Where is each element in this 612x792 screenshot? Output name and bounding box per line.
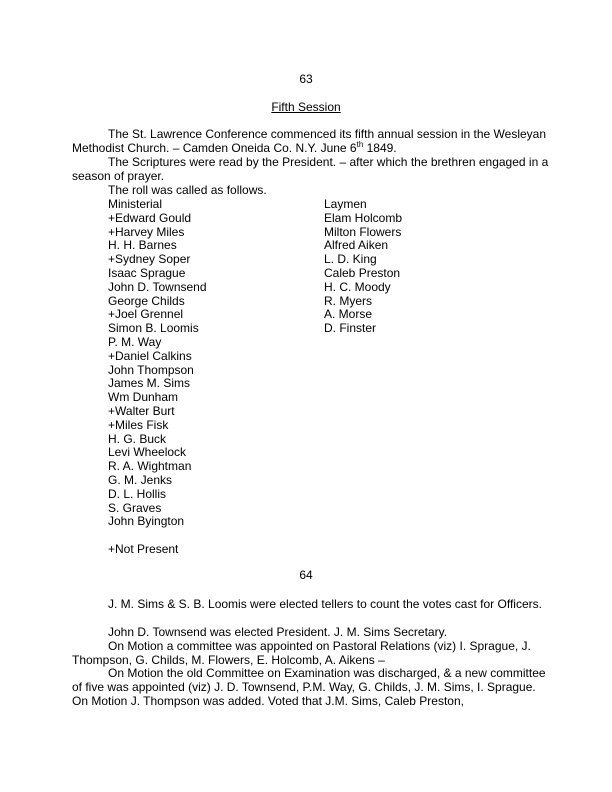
paragraph-conference-opening [72,128,550,156]
laymen-column [324,197,403,336]
page-number-63: 63 [299,72,313,86]
ministerial-column [108,197,207,529]
ministerial-entry: +Joel Grennel [108,307,184,322]
date-superscript: th [356,139,364,149]
ministerial-entry: Simon B. Loomis [108,321,199,336]
opening-text: The St. Lawrence Conference commenced its fifth annual session in the Wesleyan Methodist Church. – Camden Oneida Co. N.Y. June 6 [72,127,547,155]
ministerial-entry: John Thompson [108,362,194,377]
ministerial-entry: George Childs [108,293,185,308]
not-present-note: +Not Present [108,542,179,556]
laymen-entry: Elam Holcomb [324,210,403,225]
ministerial-entry: +Walter Burt [108,403,175,418]
ministerial-entry: H. H. Barnes [108,238,177,253]
paragraph-pastoral-committee: On Motion a committee was appointed on Pastoral Relations (viz) I. Sprague, J. Thompson, G. Childs, M. Flowers, E. Holcomb, A. Aikens – [72,639,531,667]
ministerial-entry: +Harvey Miles [108,224,185,239]
ministerial-entry: James M. Sims [108,376,191,391]
ministerial-entry: John D. Townsend [108,279,207,294]
ministerial-entry: Isaac Sprague [108,265,186,280]
laymen-entry: D. Finster [324,321,377,336]
ministerial-header: Ministerial [108,197,163,211]
ministerial-entry: R. A. Wightman [108,459,192,474]
paragraph-election: John D. Townsend was elected President. J. M. Sims Secretary. [108,625,448,639]
ministerial-entry: G. M. Jenks [108,472,173,487]
ministerial-entry: +Sydney Soper [108,252,191,267]
paragraph-examination-committee: On Motion the old Committee on Examination was discharged, & a new committee of five was appointed (viz) J. D. Townsend, P.M. Way, G. Childs, J. M. Sims, I. Sprague. On Motion J. Thompson was added. Voted that J.M. Sims, Caleb Preston, [72,666,546,708]
laymen-entry: Milton Flowers [324,224,402,239]
ministerial-entry: +Daniel Calkins [108,348,192,363]
laymen-list [324,210,403,336]
laymen-entry: Alfred Aiken [324,238,389,253]
page-number-64: 64 [299,568,313,582]
ministerial-entry: John Byington [108,514,185,529]
laymen-header: Laymen [324,197,367,211]
ministerial-entry: P. M. Way [108,334,162,349]
ministerial-entry: Levi Wheelock [108,445,187,460]
laymen-entry: Caleb Preston [324,265,401,280]
session-heading: Fifth Session [271,100,341,114]
laymen-entry: L. D. King [324,252,377,267]
laymen-entry: A. Morse [324,307,373,322]
ministerial-entry: +Miles Fisk [108,417,169,432]
ministerial-entry: +Edward Gould [108,210,192,225]
ministerial-list [108,210,207,529]
laymen-entry: R. Myers [324,293,372,308]
ministerial-entry: S. Graves [108,500,162,515]
opening-year: 1849. [363,140,397,155]
paragraph-roll-call: The roll was called as follows. [108,183,267,197]
paragraph-tellers: J. M. Sims & S. B. Loomis were elected tellers to count the votes cast for Officers. [108,597,542,611]
paragraph-scriptures: The Scriptures were read by the President. – after which the brethren engaged in a season of prayer. [72,155,549,183]
ministerial-entry: Wm Dunham [108,390,179,405]
laymen-entry: H. C. Moody [324,279,391,294]
ministerial-entry: D. L. Hollis [108,486,167,501]
ministerial-entry: H. G. Buck [108,431,167,446]
